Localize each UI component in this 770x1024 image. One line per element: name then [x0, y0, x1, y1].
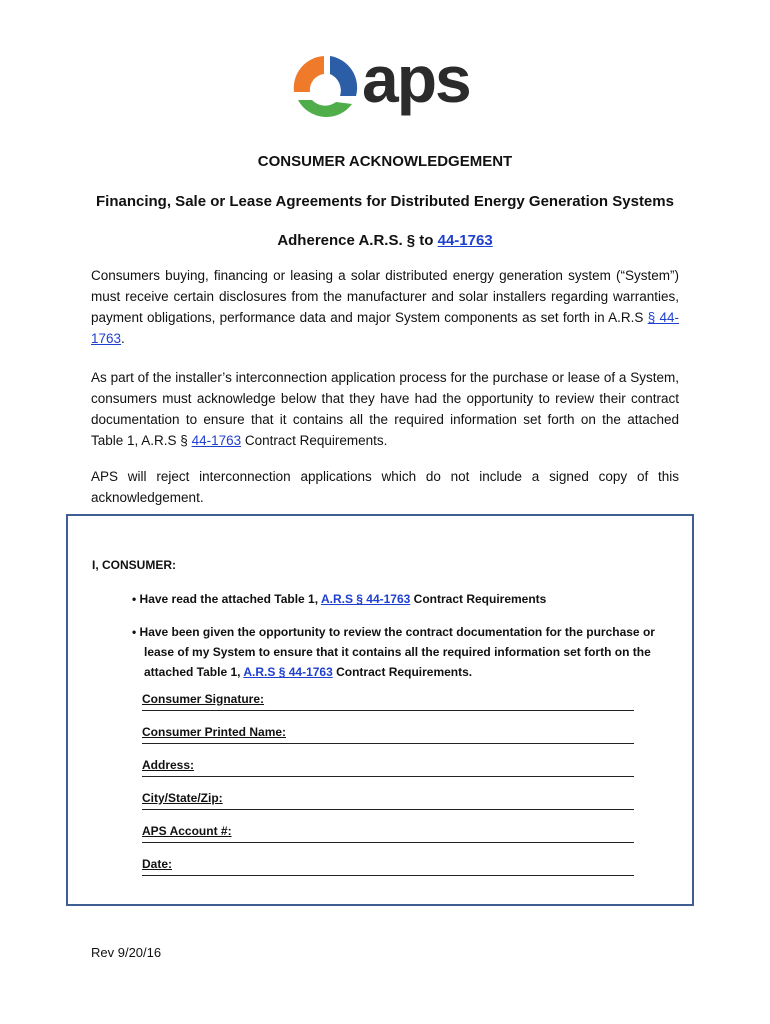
- bullet-2-line3: attached Table 1,: [144, 665, 244, 679]
- paragraph-rejection: APS will reject interconnection applications which do not include a signed copy of this acknowledgement.: [91, 469, 679, 505]
- city-state-zip-field[interactable]: [142, 791, 634, 810]
- city-state-zip-label: City/State/Zip:: [142, 791, 223, 805]
- date-field[interactable]: [142, 857, 634, 876]
- aps-account-field[interactable]: [142, 824, 634, 843]
- paragraph-2-text: As part of the installer’s interconnection application process for the purchase or lease of a System, consumers must acknowledge below that they have had the opportunity to review their contract documentation to ensure that it contains all the required information set forth on the attached Table 1, A.R.S §: [91, 370, 679, 448]
- document-title: CONSUMER ACKNOWLEDGEMENT: [257, 153, 513, 170]
- document-subtitle: Financing, Sale or Lease Agreements for Distributed Energy Generation Systems: [96, 193, 674, 210]
- ars-link-bullet2[interactable]: A.R.S § 44-1763: [243, 665, 333, 679]
- aps-logo: [288, 42, 488, 130]
- ars-link-p1[interactable]: § 44-1763: [91, 310, 679, 346]
- bullet-read-table: [132, 589, 672, 609]
- paragraph-interconnection: [91, 367, 679, 451]
- aps-wordmark: aps: [362, 42, 470, 116]
- paragraph-disclosures: [91, 265, 679, 349]
- signature-field[interactable]: [142, 692, 634, 711]
- bullet-2-end: Contract Requirements.: [332, 665, 473, 679]
- ars-link-bullet1[interactable]: A.R.S § 44-1763: [320, 592, 411, 606]
- bullet-review-opportunity: [132, 622, 672, 682]
- bullet-1-end: Contract Requirements: [410, 592, 547, 606]
- bullet-2-line3-wrap: [132, 662, 672, 682]
- printed-name-label: Consumer Printed Name:: [142, 725, 287, 739]
- printed-name-field[interactable]: [142, 725, 634, 744]
- acknowledgement-box: [66, 514, 694, 906]
- address-label: Address:: [142, 758, 195, 772]
- address-field[interactable]: [142, 758, 634, 777]
- revision-date: Rev 9/20/16: [91, 945, 162, 960]
- adherence-prefix: Adherence A.R.S. § to: [277, 232, 438, 249]
- signature-label: Consumer Signature:: [142, 692, 265, 706]
- paragraph-1-text: Consumers buying, financing or leasing a solar distributed energy generation system (“System”) must receive certain disclosures from the manufacturer and solar installers regarding warranties, payment obligations, performance data and major System components as set forth in A.R.S: [91, 268, 679, 325]
- ars-link-heading[interactable]: 44-1763: [437, 232, 493, 249]
- ars-link-p2[interactable]: 44-1763: [191, 433, 242, 448]
- bullet-2-line1: • Have been given the opportunity to review the contract documentation for the purchase or: [132, 625, 655, 639]
- paragraph-2-end: Contract Requirements.: [241, 433, 388, 448]
- bullet-2-line2: lease of my System to ensure that it contains all the required information set forth on the: [144, 645, 651, 659]
- aps-swirl-icon: [288, 52, 360, 130]
- date-label: Date:: [142, 857, 173, 871]
- adherence-heading: [0, 232, 770, 249]
- paragraph-1-end: .: [121, 331, 125, 346]
- aps-account-label: APS Account #:: [142, 824, 232, 838]
- consumer-label: I, CONSUMER:: [92, 558, 176, 572]
- bullet-1-text: • Have read the attached Table 1,: [132, 592, 321, 606]
